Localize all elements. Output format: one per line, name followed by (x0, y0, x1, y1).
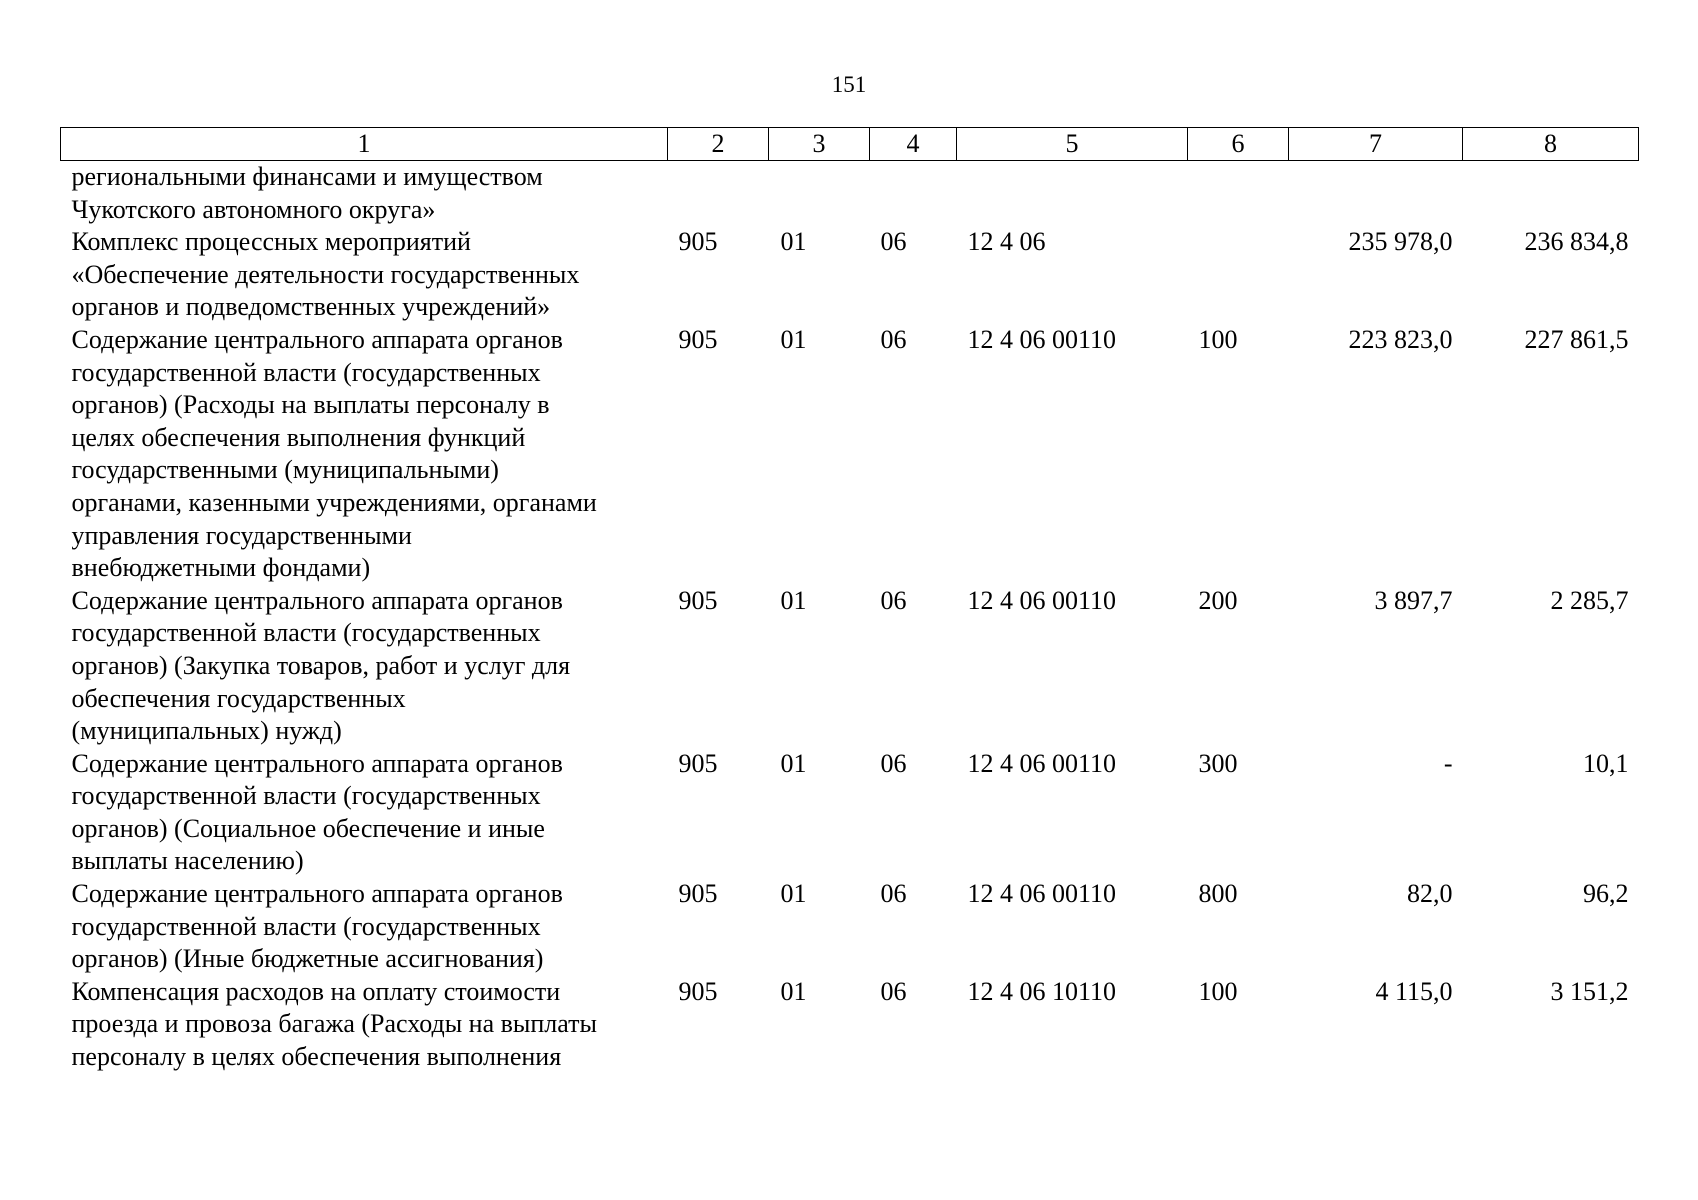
column-header-3: 3 (769, 128, 870, 161)
row-name-line: Комплекс процессных мероприятий (71, 227, 471, 257)
row-name-line: обеспечения государственных (71, 683, 406, 713)
row-name-line: внебюджетными фондами) (71, 553, 371, 583)
row-name-line: органов) (Иные бюджетные ассигнования) (71, 944, 544, 974)
row-name-line: Компенсация расходов на оплату стоимости (71, 976, 561, 1006)
table-row (61, 748, 1639, 878)
budget-table (60, 127, 1639, 1074)
amount-year2-cell (1463, 161, 1639, 227)
column-header-5: 5 (957, 128, 1188, 161)
row-name-line: органов) (Расходы на выплаты персоналу в (71, 390, 550, 420)
row-name-line: Содержание центрального аппарата органов (71, 879, 563, 909)
admin-code-cell: 905 (678, 976, 718, 1006)
section-code-cell: 01 (780, 976, 807, 1006)
column-header-1: 1 (61, 128, 668, 161)
row-name-cell (61, 976, 668, 1074)
row-name-cell (61, 324, 668, 585)
row-name-line: органами, казенными учреждениями, органами (71, 487, 597, 517)
amount-year2-cell: 236 834,8 (1524, 227, 1629, 257)
subsection-code-cell: 06 (880, 324, 907, 354)
table-body (61, 161, 1639, 1074)
amount-year2-cell: 3 151,2 (1550, 976, 1629, 1006)
expense-type-cell: 100 (1198, 976, 1238, 1006)
row-name-line: органов) (Закупка товаров, работ и услуг для (71, 650, 571, 680)
target-article-cell (957, 161, 1188, 227)
row-name-cell (61, 878, 668, 976)
expense-type-cell: 200 (1198, 585, 1238, 615)
subsection-code-cell (870, 161, 957, 227)
table-row (61, 976, 1639, 1074)
subsection-code-cell: 06 (880, 748, 907, 778)
amount-year1-cell: 82,0 (1407, 879, 1453, 909)
target-article-cell: 12 4 06 10110 (967, 976, 1117, 1006)
subsection-code-cell: 06 (880, 976, 907, 1006)
target-article-cell: 12 4 06 00110 (967, 585, 1117, 615)
row-name-line: Содержание центрального аппарата органов (71, 748, 563, 778)
amount-year1-cell: 3 897,7 (1374, 585, 1453, 615)
admin-code-cell (668, 161, 769, 227)
column-header-8: 8 (1463, 128, 1639, 161)
admin-code-cell: 905 (678, 748, 718, 778)
row-name-line: персоналу в целях обеспечения выполнения (71, 1042, 562, 1072)
row-name-cell (61, 161, 668, 227)
amount-year1-cell: 4 115,0 (1375, 976, 1453, 1006)
target-article-cell: 12 4 06 00110 (967, 879, 1117, 909)
row-name-line: выплаты населению) (71, 846, 304, 876)
amount-year1-cell: 223 823,0 (1348, 324, 1453, 354)
admin-code-cell: 905 (678, 227, 718, 257)
row-name-line: целях обеспечения выполнения функций (71, 422, 526, 452)
admin-code-cell: 905 (678, 879, 718, 909)
page-number: 151 (831, 72, 867, 97)
amount-year1-cell (1289, 161, 1463, 227)
expense-type-cell: 800 (1198, 879, 1238, 909)
section-code-cell (769, 161, 870, 227)
row-name-line: «Обеспечение деятельности государственных (71, 259, 580, 289)
admin-code-cell: 905 (678, 324, 718, 354)
target-article-cell: 12 4 06 00110 (967, 748, 1117, 778)
expense-type-cell: 300 (1198, 748, 1238, 778)
amount-year2-cell: 96,2 (1583, 879, 1629, 909)
amount-year2-cell: 227 861,5 (1524, 324, 1629, 354)
row-name-line: государственной власти (государственных (71, 618, 541, 648)
admin-code-cell: 905 (678, 585, 718, 615)
row-name-line: органов) (Социальное обеспечение и иные (71, 813, 545, 843)
row-name-line: Содержание центрального аппарата органов (71, 585, 563, 615)
table-header (61, 128, 1639, 161)
row-name-line: (муниципальных) нужд) (71, 716, 342, 746)
row-name-line: региональными финансами и имуществом (71, 162, 543, 191)
expense-type-cell (1188, 226, 1289, 324)
section-code-cell: 01 (780, 227, 807, 257)
section-code-cell: 01 (780, 879, 807, 909)
subsection-code-cell: 06 (880, 585, 907, 615)
section-code-cell: 01 (780, 324, 807, 354)
table-row (61, 585, 1639, 748)
table-row (61, 878, 1639, 976)
row-name-cell (61, 585, 668, 748)
row-name-cell (61, 226, 668, 324)
target-article-cell: 12 4 06 00110 (967, 324, 1117, 354)
amount-year2-cell: 10,1 (1583, 748, 1629, 778)
row-name-cell (61, 748, 668, 878)
section-code-cell: 01 (780, 585, 807, 615)
row-name-line: государственными (муниципальными) (71, 455, 499, 485)
row-name-line: государственной власти (государственных (71, 781, 541, 811)
row-name-line: органов и подведомственных учреждений» (71, 292, 551, 322)
row-name-line: проезда и провоза багажа (Расходы на выплаты (71, 1009, 597, 1039)
row-name-line: государственной власти (государственных (71, 357, 541, 387)
section-code-cell: 01 (780, 748, 807, 778)
header-row (61, 128, 1639, 161)
row-name-line: Содержание центрального аппарата органов (71, 324, 563, 354)
table-row (61, 161, 1639, 227)
amount-year1-cell: 235 978,0 (1348, 227, 1453, 257)
column-header-7: 7 (1289, 128, 1463, 161)
table-row (61, 324, 1639, 585)
expense-type-cell: 100 (1198, 324, 1238, 354)
row-name-line: Чукотского автономного округа» (71, 194, 436, 224)
column-header-4: 4 (870, 128, 957, 161)
expense-type-cell (1188, 161, 1289, 227)
column-header-6: 6 (1188, 128, 1289, 161)
table-row (61, 226, 1639, 324)
row-name-line: государственной власти (государственных (71, 911, 541, 941)
column-header-2: 2 (668, 128, 769, 161)
amount-year1-cell: - (1443, 748, 1453, 778)
subsection-code-cell: 06 (880, 879, 907, 909)
target-article-cell: 12 4 06 (967, 227, 1046, 257)
subsection-code-cell: 06 (880, 227, 907, 257)
row-name-line: управления государственными (71, 520, 412, 550)
amount-year2-cell: 2 285,7 (1550, 585, 1629, 615)
